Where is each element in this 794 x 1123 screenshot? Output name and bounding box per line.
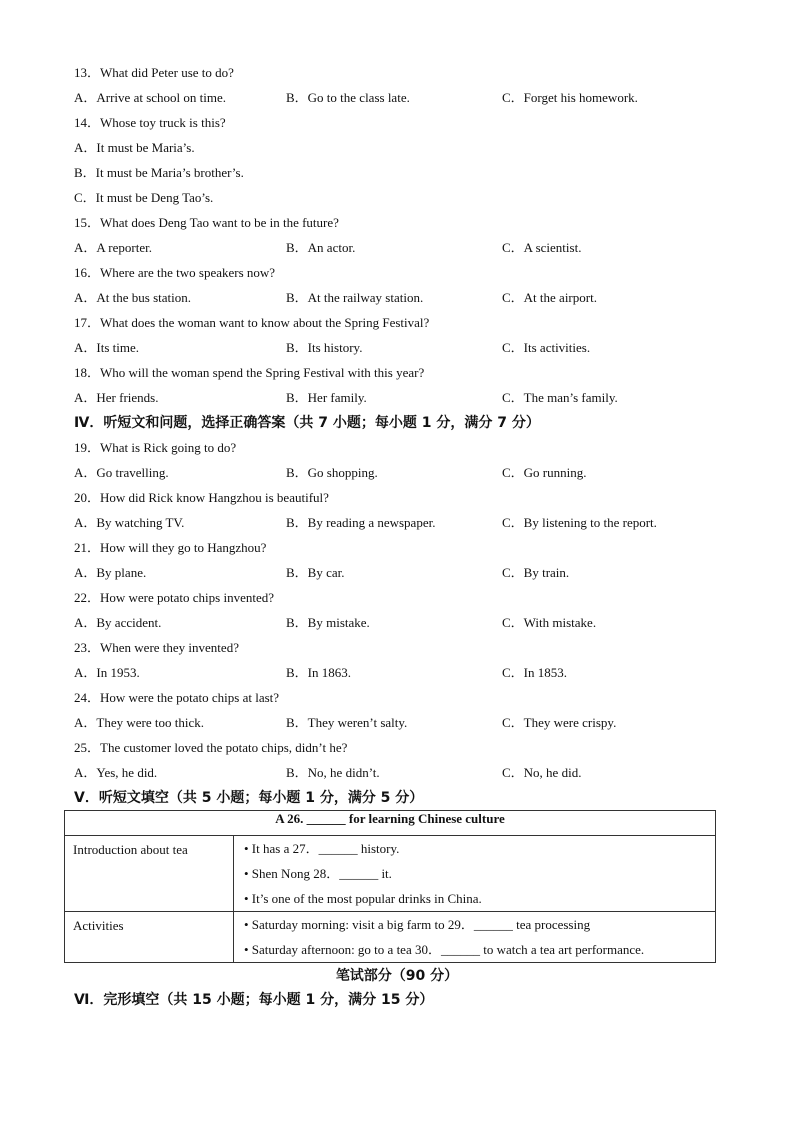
question-18: 18．Who will the woman spend the Spring Festival with this year? <box>74 365 425 380</box>
option-b: B．Its history. <box>286 340 363 355</box>
section-4-heading: Ⅳ．听短文和问题，选择正确答案（共 7 小题；每小题 1 分，满分 7 分） <box>74 415 540 431</box>
option-c: C．By listening to the report. <box>502 515 657 530</box>
option-b: B．By car. <box>286 565 345 580</box>
option-b: B．By mistake. <box>286 615 370 630</box>
blank-item-28: • Shen Nong 28．______ it. <box>244 866 392 881</box>
table-header-row <box>65 811 716 836</box>
written-part-heading: 笔试部分（90 分） <box>335 968 459 984</box>
question-19: 19．What is Rick going to do? <box>74 440 237 455</box>
options-20 <box>74 513 734 533</box>
option-c: C．The man’s family. <box>502 390 618 405</box>
question-13: 13．What did Peter use to do? <box>74 65 234 80</box>
row-label: Introduction about tea <box>65 836 234 912</box>
option-a: A．It must be Maria’s. <box>74 140 195 155</box>
section-6-heading: Ⅵ．完形填空（共 15 小题；每小题 1 分，满分 15 分） <box>74 992 434 1008</box>
options-21 <box>74 563 734 583</box>
blank-item-30: • Saturday afternoon: go to a tea 30．______ to watch a tea art performance. <box>244 942 645 957</box>
option-c: C．Its activities. <box>502 340 591 355</box>
question-24: 24．How were the potato chips at last? <box>74 690 280 705</box>
options-23 <box>74 663 734 683</box>
blank-item-29: • Saturday morning: visit a big farm to 29．______ tea processing <box>244 917 591 932</box>
row-label: Activities <box>65 912 234 963</box>
options-18 <box>74 388 734 408</box>
question-23: 23．When were they invented? <box>74 640 239 655</box>
options-17 <box>74 338 734 358</box>
option-c: C．Go running. <box>502 465 587 480</box>
option-a: A．In 1953. <box>74 665 140 680</box>
option-c: C．A scientist. <box>502 240 582 255</box>
option-a: A．Go travelling. <box>74 465 169 480</box>
option-a: A．Its time. <box>74 340 139 355</box>
options-22 <box>74 613 734 633</box>
options-16 <box>74 288 734 308</box>
option-a: A．They were too thick. <box>74 715 204 730</box>
option-c: C．No, he did. <box>502 765 582 780</box>
question-15: 15．What does Deng Tao want to be in the future? <box>74 215 339 230</box>
option-a: A．Arrive at school on time. <box>74 90 226 105</box>
options-13 <box>74 88 734 108</box>
option-c: C．In 1853. <box>502 665 568 680</box>
info-item: • It’s one of the most popular drinks in China. <box>244 891 482 906</box>
option-b: B．Go to the class late. <box>286 90 410 105</box>
option-c: C．At the airport. <box>502 290 597 305</box>
option-a: A．By accident. <box>74 615 162 630</box>
option-a: A．By plane. <box>74 565 147 580</box>
option-c: C．It must be Deng Tao’s. <box>74 190 214 205</box>
option-a: A．Her friends. <box>74 390 159 405</box>
question-20: 20．How did Rick know Hangzhou is beautiful? <box>74 490 329 505</box>
option-b: B．Go shopping. <box>286 465 378 480</box>
option-a: A．A reporter. <box>74 240 152 255</box>
option-b: B．Her family. <box>286 390 367 405</box>
option-a: A．At the bus station. <box>74 290 191 305</box>
question-17: 17．What does the woman want to know about the Spring Festival? <box>74 315 430 330</box>
options-19 <box>74 463 734 483</box>
option-b: B．It must be Maria’s brother’s. <box>74 165 244 180</box>
table-row <box>65 912 716 963</box>
row-items <box>234 836 716 912</box>
question-25: 25．The customer loved the potato chips, didn’t he? <box>74 740 348 755</box>
question-21: 21．How will they go to Hangzhou? <box>74 540 267 555</box>
option-c: C．By train. <box>502 565 570 580</box>
tea-fill-in-table <box>64 810 716 963</box>
row-items <box>234 912 716 963</box>
question-22: 22．How were potato chips invented? <box>74 590 275 605</box>
option-c: C．They were crispy. <box>502 715 617 730</box>
option-a: A．By watching TV. <box>74 515 185 530</box>
option-c: C．Forget his homework. <box>502 90 638 105</box>
options-25 <box>74 763 734 783</box>
question-14: 14．Whose toy truck is this? <box>74 115 226 130</box>
option-a: A．Yes, he did. <box>74 765 158 780</box>
question-16: 16．Where are the two speakers now? <box>74 265 276 280</box>
option-b: B．By reading a newspaper. <box>286 515 436 530</box>
options-15 <box>74 238 734 258</box>
table-title: A 26. ______ for learning Chinese culture <box>65 811 716 836</box>
option-c: C．With mistake. <box>502 615 597 630</box>
blank-item-27: • It has a 27．______ history. <box>244 841 400 856</box>
section-5-heading: Ⅴ．听短文填空（共 5 小题；每小题 1 分，满分 5 分） <box>74 790 424 806</box>
option-b: B．They weren’t salty. <box>286 715 408 730</box>
option-b: B．No, he didn’t. <box>286 765 380 780</box>
option-b: B．At the railway station. <box>286 290 424 305</box>
table-row <box>65 836 716 912</box>
option-b: B．In 1863. <box>286 665 352 680</box>
options-24 <box>74 713 734 733</box>
option-b: B．An actor. <box>286 240 356 255</box>
